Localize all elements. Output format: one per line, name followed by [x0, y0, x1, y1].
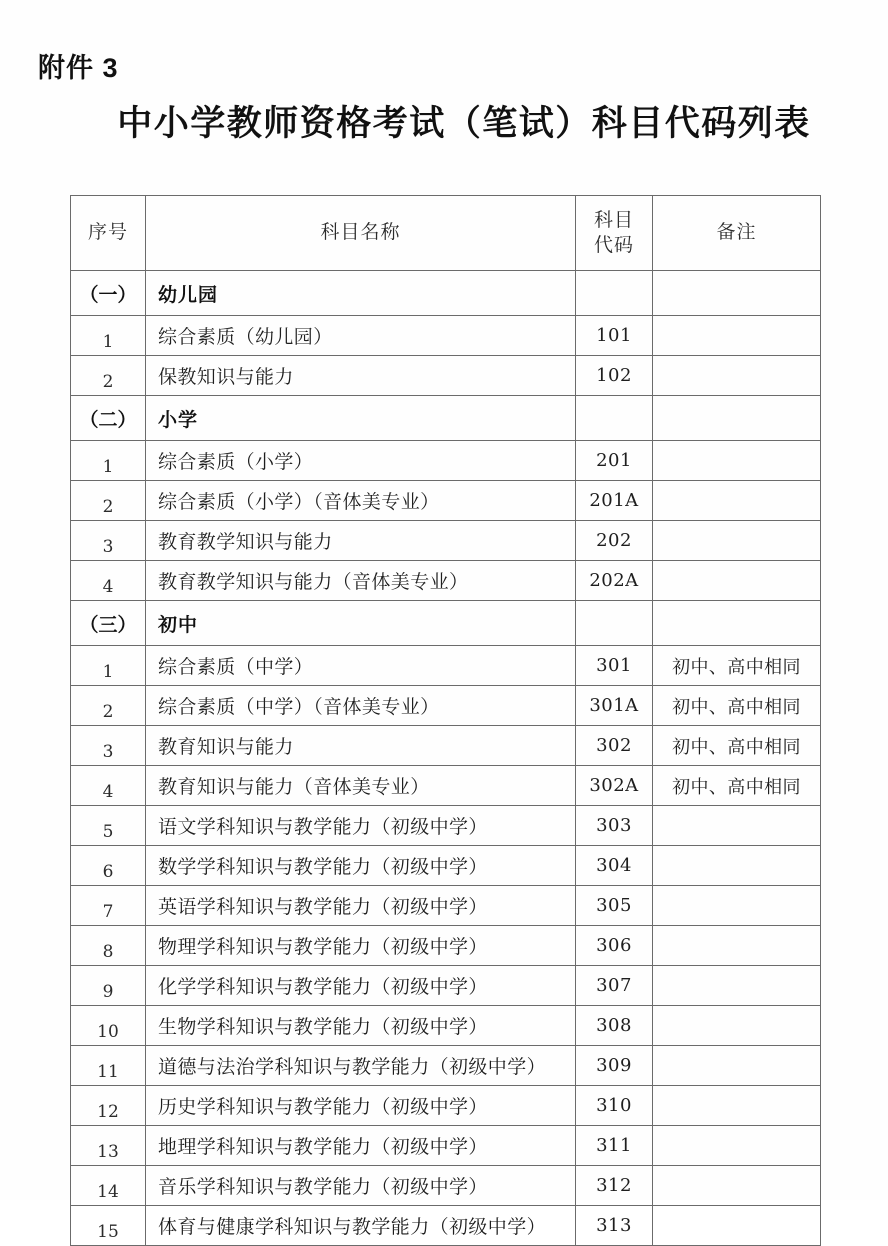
table-row [71, 1046, 821, 1086]
row-subject-code: 313 [576, 1206, 653, 1246]
table-section-row [71, 396, 821, 441]
table-row [71, 886, 821, 926]
section-index: （三） [71, 601, 146, 646]
row-subject-code: 201A [576, 481, 653, 521]
section-code-cell [576, 601, 653, 646]
row-note [653, 1046, 821, 1086]
row-note [653, 1126, 821, 1166]
row-index: 4 [71, 766, 146, 806]
row-subject-code: 304 [576, 846, 653, 886]
row-subject-code: 102 [576, 356, 653, 396]
row-index: 2 [71, 686, 146, 726]
row-subject-name: 历史学科知识与教学能力（初级中学） [146, 1086, 576, 1126]
row-subject-code: 309 [576, 1046, 653, 1086]
row-note [653, 441, 821, 481]
row-subject-name: 英语学科知识与教学能力（初级中学） [146, 886, 576, 926]
table-row [71, 846, 821, 886]
row-note [653, 316, 821, 356]
row-note [653, 1086, 821, 1126]
section-code-cell [576, 396, 653, 441]
row-index: 3 [71, 726, 146, 766]
table-row [71, 1126, 821, 1166]
section-index: （一） [71, 271, 146, 316]
row-subject-code: 311 [576, 1126, 653, 1166]
row-subject-name: 生物学科知识与教学能力（初级中学） [146, 1006, 576, 1046]
row-subject-name: 地理学科知识与教学能力（初级中学） [146, 1126, 576, 1166]
row-subject-name: 综合素质（小学）（音体美专业） [146, 481, 576, 521]
row-subject-name: 教育知识与能力 [146, 726, 576, 766]
row-note [653, 481, 821, 521]
row-subject-code: 201 [576, 441, 653, 481]
row-subject-name: 教育教学知识与能力（音体美专业） [146, 561, 576, 601]
row-note [653, 1206, 821, 1246]
row-subject-code: 301A [576, 686, 653, 726]
row-subject-name: 综合素质（小学） [146, 441, 576, 481]
row-note [653, 356, 821, 396]
table-row [71, 316, 821, 356]
table-header-row [71, 196, 821, 271]
table-row [71, 1086, 821, 1126]
table-row [71, 926, 821, 966]
row-index: 1 [71, 646, 146, 686]
row-subject-name: 道德与法治学科知识与教学能力（初级中学） [146, 1046, 576, 1086]
row-note: 初中、高中相同 [653, 646, 821, 686]
row-subject-name: 综合素质（幼儿园） [146, 316, 576, 356]
row-note [653, 966, 821, 1006]
row-index: 8 [71, 926, 146, 966]
table-row [71, 766, 821, 806]
row-subject-name: 综合素质（中学） [146, 646, 576, 686]
row-subject-name: 保教知识与能力 [146, 356, 576, 396]
section-label: 幼儿园 [146, 271, 576, 316]
row-subject-code: 305 [576, 886, 653, 926]
section-index: （二） [71, 396, 146, 441]
row-subject-name: 语文学科知识与教学能力（初级中学） [146, 806, 576, 846]
row-index: 1 [71, 316, 146, 356]
header-subject-code [576, 196, 653, 271]
table-row [71, 481, 821, 521]
header-note: 备注 [653, 196, 821, 271]
row-subject-name: 物理学科知识与教学能力（初级中学） [146, 926, 576, 966]
row-subject-code: 303 [576, 806, 653, 846]
row-subject-code: 312 [576, 1166, 653, 1206]
table-row [71, 441, 821, 481]
row-index: 6 [71, 846, 146, 886]
table-row [71, 521, 821, 561]
section-note-cell [653, 396, 821, 441]
row-subject-code: 202 [576, 521, 653, 561]
row-subject-name: 综合素质（中学）（音体美专业） [146, 686, 576, 726]
subject-code-table [70, 195, 821, 1246]
header-seq: 序号 [71, 196, 146, 271]
row-subject-code: 101 [576, 316, 653, 356]
row-index: 2 [71, 481, 146, 521]
row-subject-name: 数学学科知识与教学能力（初级中学） [146, 846, 576, 886]
header-subject-code-line1: 科目 [593, 208, 634, 231]
row-index: 13 [71, 1126, 146, 1166]
table-row [71, 806, 821, 846]
row-index: 12 [71, 1086, 146, 1126]
section-note-cell [653, 271, 821, 316]
table-row [71, 686, 821, 726]
table-section-row [71, 271, 821, 316]
row-subject-name: 教育知识与能力（音体美专业） [146, 766, 576, 806]
row-index: 5 [71, 806, 146, 846]
row-note [653, 521, 821, 561]
row-note: 初中、高中相同 [653, 766, 821, 806]
table-row [71, 356, 821, 396]
row-subject-code: 308 [576, 1006, 653, 1046]
row-subject-name: 音乐学科知识与教学能力（初级中学） [146, 1166, 576, 1206]
section-note-cell [653, 601, 821, 646]
table-row [71, 561, 821, 601]
row-index: 15 [71, 1206, 146, 1246]
row-index: 11 [71, 1046, 146, 1086]
row-note [653, 561, 821, 601]
row-subject-name: 体育与健康学科知识与教学能力（初级中学） [146, 1206, 576, 1246]
section-code-cell [576, 271, 653, 316]
table-row [71, 966, 821, 1006]
row-index: 9 [71, 966, 146, 1006]
row-note: 初中、高中相同 [653, 686, 821, 726]
row-note [653, 806, 821, 846]
row-index: 4 [71, 561, 146, 601]
section-label: 小学 [146, 396, 576, 441]
row-note: 初中、高中相同 [653, 726, 821, 766]
header-subject-name: 科目名称 [146, 196, 576, 271]
row-subject-code: 310 [576, 1086, 653, 1126]
row-index: 10 [71, 1006, 146, 1046]
table-row [71, 646, 821, 686]
section-label: 初中 [146, 601, 576, 646]
row-index: 14 [71, 1166, 146, 1206]
row-index: 3 [71, 521, 146, 561]
row-note [653, 926, 821, 966]
row-subject-code: 301 [576, 646, 653, 686]
table-row [71, 1006, 821, 1046]
table-row [71, 1206, 821, 1246]
row-note [653, 1006, 821, 1046]
header-subject-code-line2: 代码 [593, 234, 634, 256]
table-row [71, 726, 821, 766]
row-subject-name: 化学学科知识与教学能力（初级中学） [146, 966, 576, 1006]
table-section-row [71, 601, 821, 646]
row-subject-code: 306 [576, 926, 653, 966]
row-index: 1 [71, 441, 146, 481]
row-subject-name: 教育教学知识与能力 [146, 521, 576, 561]
attachment-label: 附件 3 [38, 53, 119, 83]
row-index: 2 [71, 356, 146, 396]
row-subject-code: 302 [576, 726, 653, 766]
row-index: 7 [71, 886, 146, 926]
row-note [653, 886, 821, 926]
page-title: 中小学教师资格考试（笔试）科目代码列表 [117, 103, 811, 144]
row-note [653, 846, 821, 886]
row-subject-code: 302A [576, 766, 653, 806]
row-subject-code: 307 [576, 966, 653, 1006]
row-subject-code: 202A [576, 561, 653, 601]
